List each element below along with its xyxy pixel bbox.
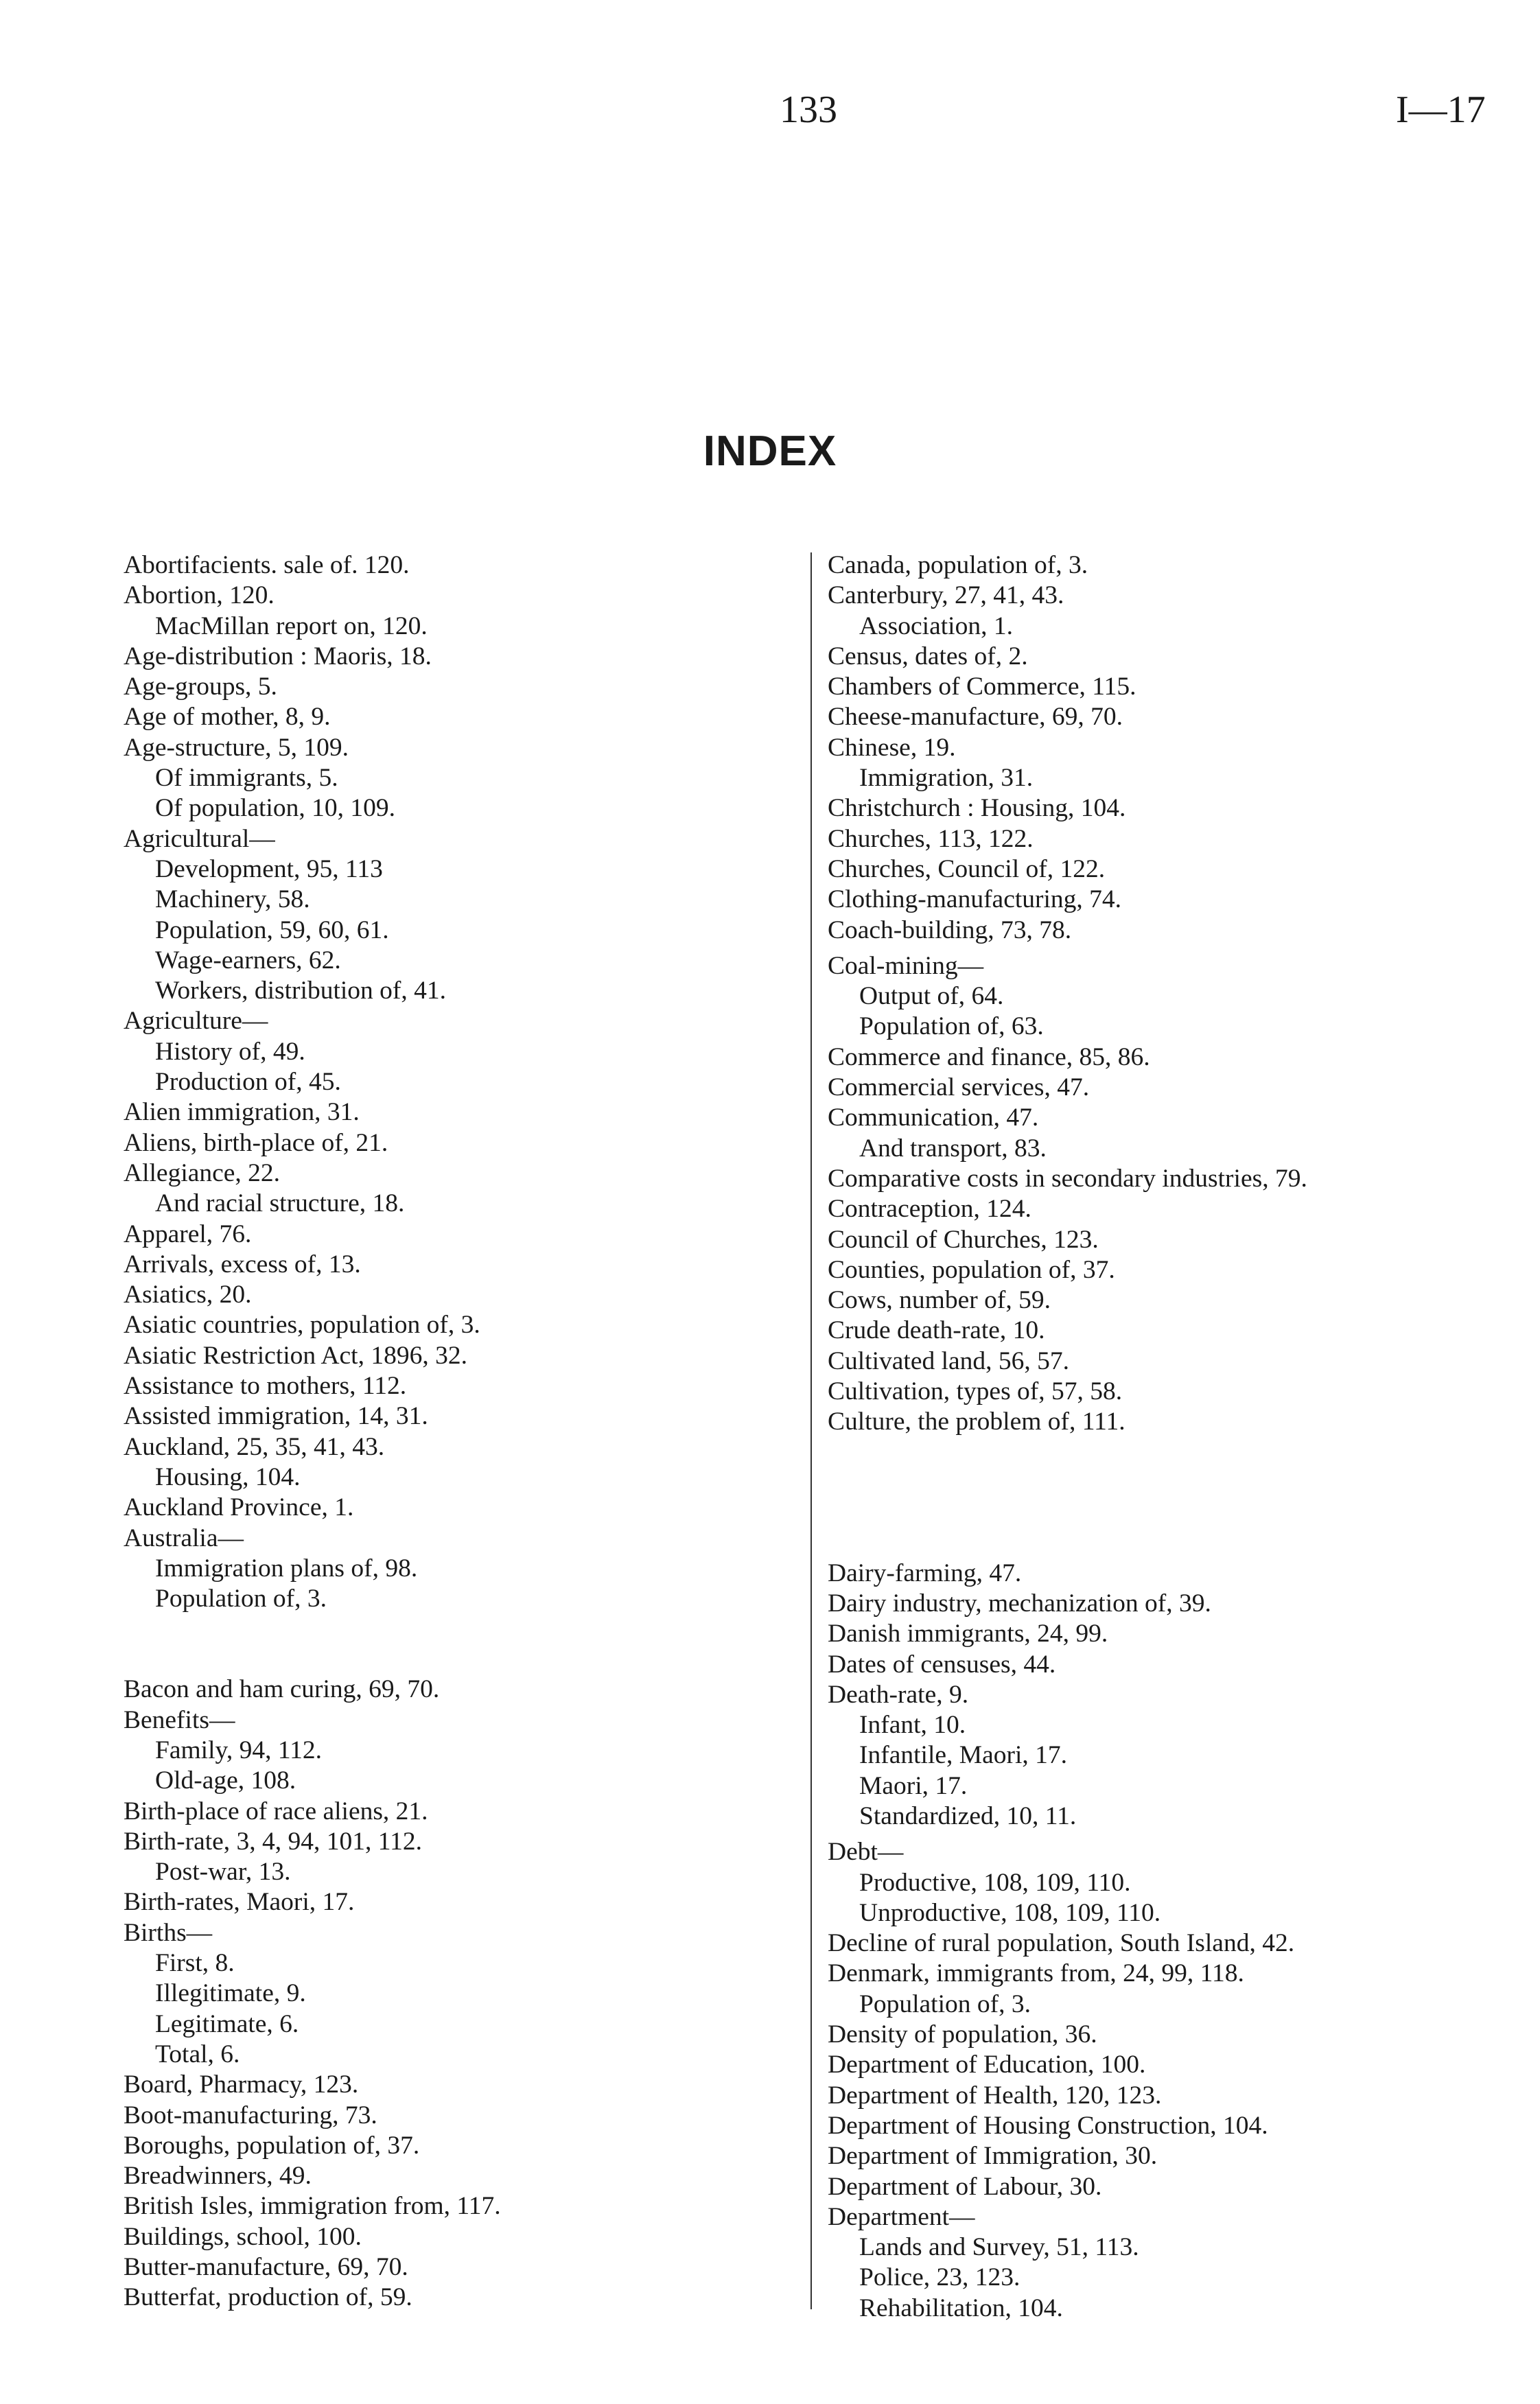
index-entry: Churches, 113, 122. — [828, 824, 1034, 853]
index-entry: Birth-place of race aliens, 21. — [124, 1797, 428, 1825]
column-divider — [810, 552, 812, 2309]
index-subentry: Workers, distribution of, 41. — [155, 977, 447, 1005]
index-entry: Census, dates of, 2. — [828, 642, 1028, 670]
index-entry: Density of population, 36. — [828, 2020, 1097, 2049]
index-entry: Birth-rate, 3, 4, 94, 101, 112. — [124, 1827, 423, 1856]
index-entry: Decline of rural population, South Island, 42. — [828, 1929, 1295, 1958]
index-entry: Age-distribution : Maoris, 18. — [124, 642, 432, 670]
index-subentry: Population, 59, 60, 61. — [155, 915, 389, 944]
index-entry: Coach-building, 73, 78. — [828, 915, 1072, 944]
index-subentry: MacMillan report on, 120. — [155, 611, 428, 640]
index-subentry: Of immigrants, 5. — [155, 764, 338, 793]
index-entry: Abortifacients. sale of. 120. — [124, 551, 410, 579]
index-entry: Breadwinners, 49. — [124, 2162, 312, 2191]
index-subentry: And transport, 83. — [859, 1134, 1047, 1163]
index-entry: Culture, the problem of, 111. — [828, 1408, 1125, 1436]
section-gap — [828, 1832, 1514, 1837]
index-entry: Department of Education, 100. — [828, 2051, 1146, 2079]
index-entry: Birth-rates, Maori, 17. — [124, 1888, 355, 1917]
index-entry: Contraception, 124. — [828, 1195, 1031, 1224]
index-subentry: Lands and Survey, 51, 113. — [859, 2233, 1139, 2262]
index-entry: Denmark, immigrants from, 24, 99, 118. — [828, 1959, 1244, 1988]
index-entry: Agricultural— — [124, 824, 275, 853]
index-subentry: Old-age, 108. — [155, 1766, 296, 1795]
index-subentry: Immigration plans of, 98. — [155, 1554, 418, 1583]
index-entry: Churches, Council of, 122. — [828, 854, 1106, 883]
index-entry: Department of Immigration, 30. — [828, 2142, 1158, 2171]
index-subentry: Association, 1. — [859, 611, 1013, 640]
index-entry: Cows, number of, 59. — [828, 1286, 1051, 1315]
index-entry: Cultivated land, 56, 57. — [828, 1346, 1070, 1375]
index-subentry: Rehabilitation, 104. — [859, 2294, 1063, 2322]
index-entry: Age-groups, 5. — [124, 673, 277, 701]
index-entry: Boroughs, population of, 37. — [124, 2131, 420, 2160]
index-entry: Aliens, birth-place of, 21. — [124, 1128, 388, 1157]
index-title: INDEX — [703, 428, 837, 475]
index-entry: Assisted immigration, 14, 31. — [124, 1402, 428, 1431]
index-subentry: Productive, 108, 109, 110. — [859, 1868, 1131, 1897]
index-entry: Danish immigrants, 24, 99. — [828, 1620, 1108, 1648]
index-entry: Christchurch : Housing, 104. — [828, 794, 1126, 823]
index-entry: Department— — [828, 2202, 975, 2231]
index-entry: Clothing-manufacturing, 74. — [828, 885, 1122, 914]
index-entry: Abortion, 120. — [124, 581, 275, 610]
index-entry: Births— — [124, 1918, 213, 1947]
index-entry: Butterfat, production of, 59. — [124, 2283, 412, 2312]
index-entry: Commercial services, 47. — [828, 1073, 1090, 1102]
index-entry: Benefits— — [124, 1705, 235, 1734]
index-entry: Department of Health, 120, 123. — [828, 2081, 1162, 2110]
page-number: 133 — [780, 89, 837, 131]
index-entry: Asiatic countries, population of, 3. — [124, 1311, 480, 1340]
index-entry: Chambers of Commerce, 115. — [828, 673, 1136, 701]
index-entry: Department of Housing Construction, 104. — [828, 2111, 1268, 2140]
index-entry: Communication, 47. — [828, 1104, 1039, 1132]
index-entry: Council of Churches, 123. — [828, 1225, 1099, 1254]
index-entry: Butter-manufacture, 69, 70. — [124, 2253, 408, 2282]
index-entry: Chinese, 19. — [828, 733, 956, 762]
index-subentry: Wage-earners, 62. — [155, 946, 341, 975]
index-entry: Cheese-manufacture, 69, 70. — [828, 703, 1123, 732]
index-column-right — [828, 550, 1514, 2324]
index-entry: Counties, population of, 37. — [828, 1255, 1115, 1284]
index-entry: Assistance to mothers, 112. — [124, 1372, 407, 1401]
index-subentry: Output of, 64. — [859, 982, 1004, 1011]
index-subentry: Development, 95, 113 — [155, 854, 383, 883]
index-subentry: Population of, 63. — [859, 1012, 1044, 1041]
index-entry: Asiatic Restriction Act, 1896, 32. — [124, 1341, 467, 1370]
section-gap — [828, 1438, 1514, 1498]
section-gap — [828, 1498, 1514, 1559]
index-entry: Arrivals, excess of, 13. — [124, 1250, 361, 1279]
section-gap — [828, 946, 1514, 951]
index-entry: Auckland Province, 1. — [124, 1493, 354, 1522]
index-subentry: Machinery, 58. — [155, 885, 310, 914]
index-entry: Comparative costs in secondary industries, 79. — [828, 1164, 1307, 1193]
index-entry: Death-rate, 9. — [828, 1680, 969, 1709]
section-gap — [124, 1614, 775, 1674]
index-entry: Department of Labour, 30. — [828, 2172, 1102, 2201]
index-entry: Age of mother, 8, 9. — [124, 703, 331, 732]
index-entry: Auckland, 25, 35, 41, 43. — [124, 1432, 385, 1461]
index-entry: Alien immigration, 31. — [124, 1098, 360, 1127]
index-subentry: Family, 94, 112. — [155, 1736, 323, 1764]
index-subentry: Production of, 45. — [155, 1068, 341, 1097]
index-entry: Boot-manufacturing, 73. — [124, 2101, 377, 2129]
index-subentry: Police, 23, 123. — [859, 2263, 1020, 2292]
index-entry: Age-structure, 5, 109. — [124, 733, 349, 762]
index-subentry: Housing, 104. — [155, 1462, 301, 1491]
index-subentry: Legitimate, 6. — [155, 2009, 299, 2038]
index-entry: Canterbury, 27, 41, 43. — [828, 581, 1064, 610]
index-subentry: Post-war, 13. — [155, 1858, 291, 1887]
index-subentry: Of population, 10, 109. — [155, 794, 395, 823]
index-subentry: History of, 49. — [155, 1037, 305, 1066]
index-entry: Dates of censuses, 44. — [828, 1650, 1056, 1679]
index-subentry: Standardized, 10, 11. — [859, 1801, 1077, 1830]
index-entry: Board, Pharmacy, 123. — [124, 2070, 359, 2099]
index-entry: Commerce and finance, 85, 86. — [828, 1042, 1150, 1071]
index-entry: Crude death-rate, 10. — [828, 1316, 1045, 1345]
index-subentry: Infantile, Maori, 17. — [859, 1741, 1068, 1770]
index-entry: Asiatics, 20. — [124, 1281, 252, 1309]
index-entry: Cultivation, types of, 57, 58. — [828, 1377, 1123, 1406]
index-entry: Dairy industry, mechanization of, 39. — [828, 1589, 1211, 1618]
index-entry: Allegiance, 22. — [124, 1158, 281, 1187]
index-entry: Buildings, school, 100. — [124, 2222, 362, 2251]
index-entry: Canada, population of, 3. — [828, 551, 1088, 579]
index-entry: Apparel, 76. — [124, 1219, 252, 1248]
index-entry: Debt— — [828, 1838, 904, 1867]
index-subentry: Population of, 3. — [859, 1989, 1031, 2018]
index-subentry: Infant, 10. — [859, 1711, 966, 1740]
index-entry: Coal-mining— — [828, 951, 984, 980]
index-subentry: Total, 6. — [155, 2040, 240, 2068]
index-entry: Agriculture— — [124, 1007, 268, 1036]
index-subentry: Immigration, 31. — [859, 764, 1034, 793]
document-code: I—17 — [1396, 89, 1486, 131]
index-column-left — [124, 550, 775, 2313]
index-subentry: Illegitimate, 9. — [155, 1979, 306, 2008]
index-entry: Australia— — [124, 1524, 244, 1552]
index-subentry: Maori, 17. — [859, 1771, 968, 1800]
index-subentry: Unproductive, 108, 109, 110. — [859, 1898, 1161, 1927]
index-entry: Bacon and ham curing, 69, 70. — [124, 1675, 440, 1704]
index-entry: Dairy-farming, 47. — [828, 1559, 1022, 1587]
index-subentry: And racial structure, 18. — [155, 1189, 405, 1218]
index-subentry: Population of, 3. — [155, 1585, 327, 1613]
index-subentry: First, 8. — [155, 1949, 235, 1978]
index-entry: British Isles, immigration from, 117. — [124, 2192, 501, 2221]
